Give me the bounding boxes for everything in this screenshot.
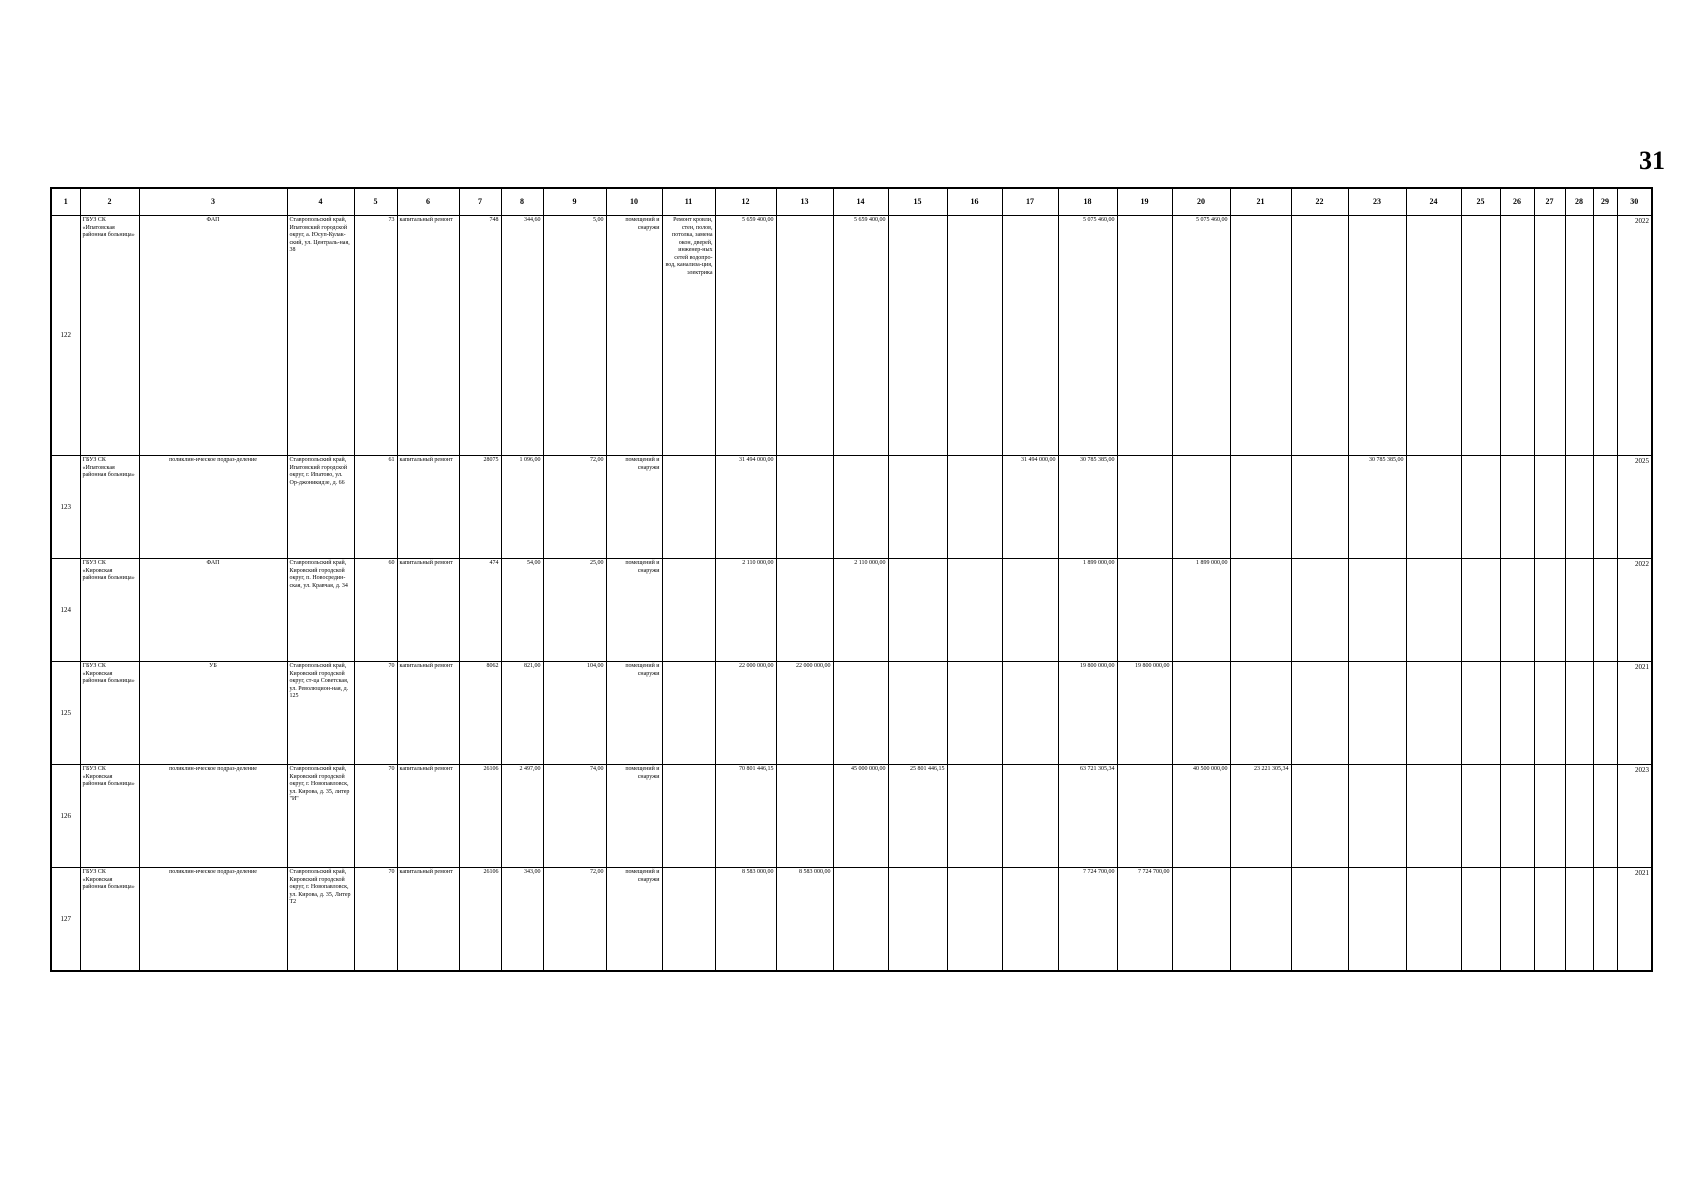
cell-20	[1172, 662, 1230, 765]
cell-13	[776, 456, 833, 559]
address-cell: Ставропольский край, Ипатовский городской округ, г. Ипатово, ул. Ор-джоникидзе, д. 66	[287, 456, 354, 559]
cell-11: Ремонт кровли, стен, полов, потолка, замена окон, дверей, инженер-ных сетей водопро-вод, канализа-ция, электрика	[662, 216, 715, 456]
cell-24	[1406, 662, 1461, 765]
column-header: 13	[776, 188, 833, 216]
cell-13	[776, 216, 833, 456]
table-row	[51, 662, 1652, 765]
table-row	[51, 456, 1652, 559]
row-number: 123	[51, 456, 80, 559]
column-header: 2	[80, 188, 139, 216]
cell-5: 73	[354, 216, 397, 456]
column-header: 5	[354, 188, 397, 216]
cell-16	[947, 559, 1002, 662]
cell-10: помещений и снаружи	[606, 559, 662, 662]
cell-17	[1002, 765, 1058, 868]
work-type-cell: капитальный ремонт	[397, 559, 459, 662]
cell-26	[1500, 868, 1534, 972]
column-header: 21	[1230, 188, 1291, 216]
cell-23: 30 785 385,00	[1348, 456, 1406, 559]
column-header: 15	[888, 188, 947, 216]
cell-17	[1002, 662, 1058, 765]
cell-19	[1117, 559, 1172, 662]
column-header: 24	[1406, 188, 1461, 216]
work-type-cell: капитальный ремонт	[397, 216, 459, 456]
row-number: 127	[51, 868, 80, 972]
cell-8: 54,00	[501, 559, 543, 662]
cell-21	[1230, 868, 1291, 972]
cell-26	[1500, 662, 1534, 765]
column-header: 11	[662, 188, 715, 216]
cell-17	[1002, 868, 1058, 972]
row-number: 122	[51, 216, 80, 456]
cell-26	[1500, 216, 1534, 456]
cell-13: 22 000 000,00	[776, 662, 833, 765]
cell-9: 72,00	[543, 456, 606, 559]
cell-24	[1406, 456, 1461, 559]
cell-21: 23 221 305,34	[1230, 765, 1291, 868]
cell-29	[1593, 868, 1617, 972]
cell-13	[776, 559, 833, 662]
cell-14: 2 110 000,00	[833, 559, 888, 662]
cell-28	[1565, 559, 1593, 662]
cell-20	[1172, 456, 1230, 559]
column-header: 20	[1172, 188, 1230, 216]
cell-9: 25,00	[543, 559, 606, 662]
object-cell: ФАП	[139, 559, 287, 662]
cell-8: 344,60	[501, 216, 543, 456]
cell-5: 70	[354, 662, 397, 765]
cell-24	[1406, 216, 1461, 456]
cell-29	[1593, 765, 1617, 868]
cell-15	[888, 559, 947, 662]
address-cell: Ставропольский край, Кировский городской округ, ст-ца Советская, ул. Революцион-ная, д. 125	[287, 662, 354, 765]
cell-17	[1002, 216, 1058, 456]
cell-16	[947, 456, 1002, 559]
cell-27	[1534, 868, 1565, 972]
cell-27	[1534, 662, 1565, 765]
cell-27	[1534, 216, 1565, 456]
cell-18: 30 785 385,00	[1058, 456, 1117, 559]
cell-5: 61	[354, 456, 397, 559]
object-cell: УБ	[139, 662, 287, 765]
work-type-cell: капитальный ремонт	[397, 868, 459, 972]
cell-23	[1348, 765, 1406, 868]
cell-25	[1461, 559, 1500, 662]
cell-11	[662, 868, 715, 972]
column-header: 12	[715, 188, 776, 216]
cell-15: 25 801 446,15	[888, 765, 947, 868]
address-cell: Ставропольский край, Кировский городской округ, г. Новопавловск, ул. Кирова, д. 35, Литер Т2	[287, 868, 354, 972]
column-header: 23	[1348, 188, 1406, 216]
column-header: 1	[51, 188, 80, 216]
cell-7: 26106	[459, 765, 501, 868]
cell-10: помещений и снаружи	[606, 765, 662, 868]
cell-8: 343,00	[501, 868, 543, 972]
cell-25	[1461, 868, 1500, 972]
cell-29	[1593, 662, 1617, 765]
column-header: 14	[833, 188, 888, 216]
owner-cell: ГБУЗ СК «Ипатовская районная больница»	[80, 216, 139, 456]
table-row	[51, 868, 1652, 972]
cell-14: 45 000 000,00	[833, 765, 888, 868]
cell-9: 74,00	[543, 765, 606, 868]
cell-10: помещений и снаружи	[606, 216, 662, 456]
column-header: 8	[501, 188, 543, 216]
cell-15	[888, 456, 947, 559]
owner-cell: ГБУЗ СК «Кировская районная больница»	[80, 662, 139, 765]
work-type-cell: капитальный ремонт	[397, 662, 459, 765]
cell-11	[662, 559, 715, 662]
address-cell: Ставропольский край, Кировский городской округ, г. Новопавловск, ул. Кирова, д. 35, литер "И"	[287, 765, 354, 868]
year-cell: 2021	[1617, 662, 1652, 765]
cell-15	[888, 216, 947, 456]
cell-29	[1593, 216, 1617, 456]
cell-21	[1230, 456, 1291, 559]
cell-25	[1461, 216, 1500, 456]
column-header: 22	[1291, 188, 1348, 216]
cell-15	[888, 868, 947, 972]
cell-8: 821,00	[501, 662, 543, 765]
cell-25	[1461, 662, 1500, 765]
cell-23	[1348, 868, 1406, 972]
cell-16	[947, 662, 1002, 765]
cell-26	[1500, 765, 1534, 868]
column-header: 29	[1593, 188, 1617, 216]
cell-11	[662, 456, 715, 559]
cell-13: 8 583 000,00	[776, 868, 833, 972]
cell-7: 8062	[459, 662, 501, 765]
cell-14	[833, 868, 888, 972]
cell-8: 1 096,00	[501, 456, 543, 559]
work-type-cell: капитальный ремонт	[397, 456, 459, 559]
cell-26	[1500, 456, 1534, 559]
cell-29	[1593, 559, 1617, 662]
work-type-cell: капитальный ремонт	[397, 765, 459, 868]
column-header: 16	[947, 188, 1002, 216]
cell-9: 104,00	[543, 662, 606, 765]
cell-8: 2 497,00	[501, 765, 543, 868]
cell-15	[888, 662, 947, 765]
cell-27	[1534, 456, 1565, 559]
cell-10: помещений и снаружи	[606, 662, 662, 765]
column-header: 17	[1002, 188, 1058, 216]
data-table	[50, 187, 1653, 972]
page-number: 31	[1639, 146, 1665, 175]
cell-18: 1 899 000,00	[1058, 559, 1117, 662]
cell-12: 70 801 446,15	[715, 765, 776, 868]
cell-16	[947, 216, 1002, 456]
cell-26	[1500, 559, 1534, 662]
cell-24	[1406, 559, 1461, 662]
object-cell: поликлин-ическое подраз-деление	[139, 765, 287, 868]
column-header: 10	[606, 188, 662, 216]
cell-18: 7 724 700,00	[1058, 868, 1117, 972]
year-cell: 2023	[1617, 765, 1652, 868]
cell-22	[1291, 456, 1348, 559]
cell-22	[1291, 868, 1348, 972]
row-number: 126	[51, 765, 80, 868]
cell-20: 40 500 000,00	[1172, 765, 1230, 868]
cell-20: 1 899 000,00	[1172, 559, 1230, 662]
owner-cell: ГБУЗ СК «Кировская районная больница»	[80, 559, 139, 662]
cell-22	[1291, 559, 1348, 662]
cell-12: 5 659 400,00	[715, 216, 776, 456]
cell-16	[947, 868, 1002, 972]
column-header: 18	[1058, 188, 1117, 216]
cell-18: 63 721 305,34	[1058, 765, 1117, 868]
cell-27	[1534, 765, 1565, 868]
cell-27	[1534, 559, 1565, 662]
year-cell: 2022	[1617, 559, 1652, 662]
cell-21	[1230, 216, 1291, 456]
cell-14	[833, 456, 888, 559]
cell-13	[776, 765, 833, 868]
table-row	[51, 765, 1652, 868]
cell-14: 5 659 400,00	[833, 216, 888, 456]
column-header: 25	[1461, 188, 1500, 216]
owner-cell: ГБУЗ СК «Кировская районная больница»	[80, 765, 139, 868]
cell-28	[1565, 868, 1593, 972]
column-header: 9	[543, 188, 606, 216]
cell-28	[1565, 765, 1593, 868]
column-header: 3	[139, 188, 287, 216]
owner-cell: ГБУЗ СК «Кировская районная больница»	[80, 868, 139, 972]
cell-9: 5,00	[543, 216, 606, 456]
row-number: 125	[51, 662, 80, 765]
cell-7: 26106	[459, 868, 501, 972]
cell-18: 5 075 460,00	[1058, 216, 1117, 456]
cell-20: 5 075 460,00	[1172, 216, 1230, 456]
cell-19: 7 724 700,00	[1117, 868, 1172, 972]
cell-12: 22 000 000,00	[715, 662, 776, 765]
cell-23	[1348, 662, 1406, 765]
cell-17	[1002, 559, 1058, 662]
cell-19	[1117, 216, 1172, 456]
cell-12: 31 494 000,00	[715, 456, 776, 559]
address-cell: Ставропольский край, Кировский городской округ, п. Новосредин-ская, ул. Кравчая, д. 34	[287, 559, 354, 662]
year-cell: 2021	[1617, 868, 1652, 972]
object-cell: поликлин-ическое подраз-деление	[139, 456, 287, 559]
year-cell: 2025	[1617, 456, 1652, 559]
cell-12: 8 583 000,00	[715, 868, 776, 972]
cell-21	[1230, 662, 1291, 765]
cell-7: 474	[459, 559, 501, 662]
cell-23	[1348, 216, 1406, 456]
cell-25	[1461, 765, 1500, 868]
cell-18: 19 800 000,00	[1058, 662, 1117, 765]
cell-21	[1230, 559, 1291, 662]
cell-5: 70	[354, 868, 397, 972]
column-header: 4	[287, 188, 354, 216]
cell-16	[947, 765, 1002, 868]
cell-11	[662, 765, 715, 868]
row-number: 124	[51, 559, 80, 662]
cell-25	[1461, 456, 1500, 559]
cell-14	[833, 662, 888, 765]
cell-23	[1348, 559, 1406, 662]
cell-28	[1565, 662, 1593, 765]
cell-22	[1291, 216, 1348, 456]
table-row	[51, 559, 1652, 662]
cell-7: 748	[459, 216, 501, 456]
cell-20	[1172, 868, 1230, 972]
cell-28	[1565, 456, 1593, 559]
cell-11	[662, 662, 715, 765]
cell-19	[1117, 456, 1172, 559]
column-header: 26	[1500, 188, 1534, 216]
column-header: 28	[1565, 188, 1593, 216]
column-header: 7	[459, 188, 501, 216]
cell-7: 28075	[459, 456, 501, 559]
cell-19: 19 800 000,00	[1117, 662, 1172, 765]
table-row	[51, 216, 1652, 456]
owner-cell: ГБУЗ СК «Ипатовская районная больница»	[80, 456, 139, 559]
cell-5: 70	[354, 765, 397, 868]
cell-5: 60	[354, 559, 397, 662]
cell-24	[1406, 765, 1461, 868]
column-header: 30	[1617, 188, 1652, 216]
column-header: 6	[397, 188, 459, 216]
object-cell: ФАП	[139, 216, 287, 456]
address-cell: Ставропольский край, Ипатовский городской округ, а. Юсуп-Кулак-ский, ул. Централь-ная, 38	[287, 216, 354, 456]
cell-29	[1593, 456, 1617, 559]
cell-19	[1117, 765, 1172, 868]
cell-9: 72,00	[543, 868, 606, 972]
year-cell: 2022	[1617, 216, 1652, 456]
cell-12: 2 110 000,00	[715, 559, 776, 662]
column-header: 19	[1117, 188, 1172, 216]
cell-10: помещений и снаружи	[606, 456, 662, 559]
cell-10: помещений и снаружи	[606, 868, 662, 972]
cell-17: 31 494 000,00	[1002, 456, 1058, 559]
object-cell: поликлин-ическое подраз-деление	[139, 868, 287, 972]
header-row	[51, 188, 1652, 216]
cell-22	[1291, 765, 1348, 868]
cell-24	[1406, 868, 1461, 972]
cell-22	[1291, 662, 1348, 765]
column-header: 27	[1534, 188, 1565, 216]
cell-28	[1565, 216, 1593, 456]
